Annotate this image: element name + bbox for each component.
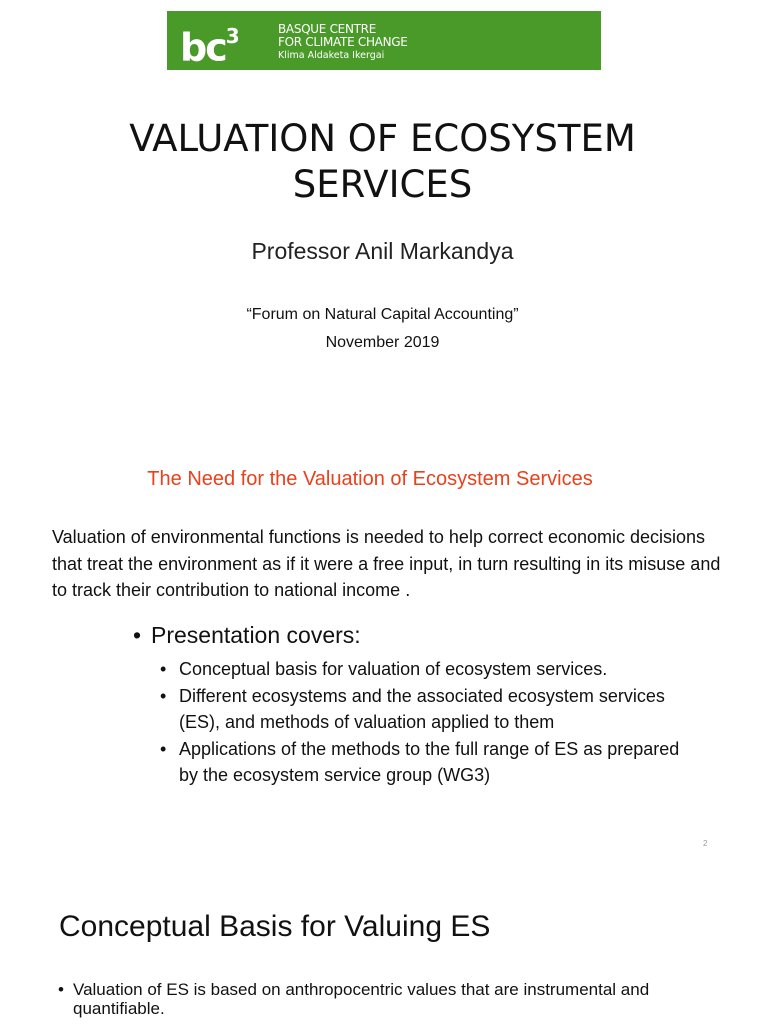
list-item: • Applications of the methods to the full range of ES as prepared by the ecosystem service group (WG3) — [160, 736, 680, 789]
list-item: • Conceptual basis for valuation of ecosystem services. — [160, 656, 680, 683]
page-number: 2 — [703, 839, 708, 848]
forum-name: “Forum on Natural Capital Accounting” — [246, 306, 519, 323]
logo-text — [278, 23, 408, 62]
logo-mark — [180, 15, 240, 73]
logo-line-2: FOR CLIMATE CHANGE — [278, 35, 408, 49]
title-line-2: SERVICES — [292, 163, 473, 206]
logo-superscript: 3 — [225, 24, 240, 48]
logo-line-1: BASQUE CENTRE — [278, 22, 376, 36]
title-line-1: VALUATION OF ECOSYSTEM — [129, 117, 636, 160]
bullet-icon: • — [133, 622, 142, 648]
slide3-heading: Conceptual Basis for Valuing ES — [59, 910, 491, 943]
author-name: Professor Anil Markandya — [251, 238, 514, 264]
logo-letters: bc — [180, 25, 226, 70]
bc3-logo — [167, 11, 601, 70]
list-item: • Valuation of ES is based on anthropocentric values that are instrumental and quantifiable. — [58, 980, 718, 1018]
logo-line-3: Klima Aldaketa Ikergai — [278, 50, 385, 61]
covers-label: Presentation covers: — [151, 622, 361, 648]
list-item: • Different ecosystems and the associated ecosystem services (ES), and methods of valuation applied to them — [160, 683, 680, 736]
slide2-intro: Valuation of environmental functions is needed to help correct economic decisions that treat the environment as if it were a free input, in turn resulting in its misuse and to track their contribution to national income . — [52, 527, 721, 600]
slide2-heading: The Need for the Valuation of Ecosystem Services — [147, 468, 593, 490]
covers-bullet — [133, 622, 361, 649]
slide3-list — [58, 980, 718, 1018]
slide-title — [60, 116, 705, 208]
covers-list — [160, 656, 680, 789]
presentation-date: November 2019 — [325, 334, 440, 351]
